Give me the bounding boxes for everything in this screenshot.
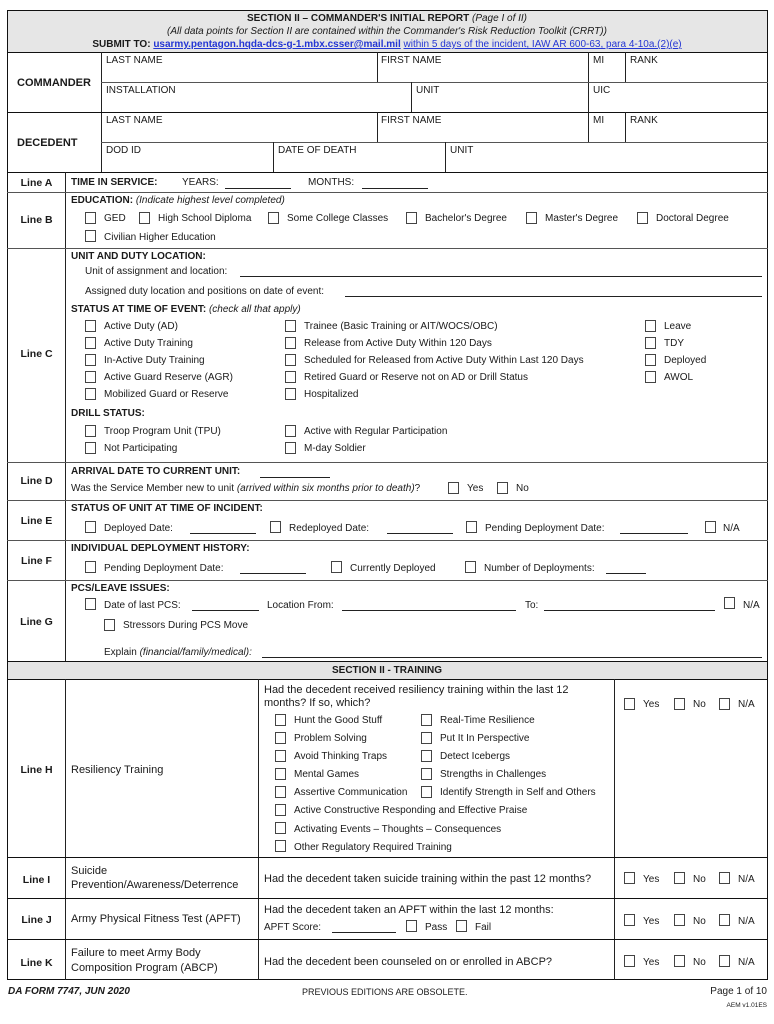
arrival-date-heading: ARRIVAL DATE TO CURRENT UNIT: bbox=[71, 466, 241, 477]
education-heading-text: EDUCATION: bbox=[71, 195, 134, 206]
active-duty-checkbox[interactable] bbox=[85, 320, 96, 332]
masters-label: Master's Degree bbox=[545, 213, 619, 224]
yes-label: Yes bbox=[643, 916, 660, 927]
commander-installation-field[interactable]: INSTALLATION bbox=[106, 85, 176, 96]
divider bbox=[273, 142, 274, 172]
divider bbox=[7, 52, 768, 53]
redeployed-date-checkbox[interactable] bbox=[270, 521, 281, 533]
mobilized-checkbox[interactable] bbox=[85, 388, 96, 400]
submit-suffix: within 5 days of the incident, IAW AR 600-63, para 4-10a.(2)(e) bbox=[403, 39, 682, 50]
decedent-unit-field[interactable]: UNIT bbox=[450, 145, 474, 156]
divider bbox=[7, 679, 768, 680]
decedent-last-name-field[interactable]: LAST NAME bbox=[106, 115, 163, 126]
divider bbox=[7, 248, 768, 249]
resiliency-training-name: Resiliency Training bbox=[71, 764, 164, 776]
pending-deployment-date-label: Pending Deployment Date: bbox=[485, 523, 605, 534]
detect-icebergs-checkbox[interactable] bbox=[421, 750, 432, 762]
deployment-history-heading: INDIVIDUAL DEPLOYMENT HISTORY: bbox=[71, 543, 250, 554]
apft-score-input[interactable] bbox=[332, 932, 396, 933]
to-label: To: bbox=[525, 600, 539, 611]
explain-text: Explain bbox=[104, 647, 137, 658]
mental-games-label: Mental Games bbox=[294, 769, 360, 780]
high-school-checkbox[interactable] bbox=[139, 212, 150, 224]
doctoral-label: Doctoral Degree bbox=[656, 213, 729, 224]
active-duty-label: Active Duty (AD) bbox=[104, 321, 178, 332]
civilian-higher-ed-checkbox[interactable] bbox=[85, 230, 96, 242]
education-note: (Indicate highest level completed) bbox=[135, 195, 285, 206]
apft-yes-checkbox[interactable] bbox=[624, 914, 635, 926]
location-from-input[interactable] bbox=[342, 610, 516, 611]
agr-label: Active Guard Reserve (AGR) bbox=[104, 372, 233, 383]
individual-pending-deployment-checkbox[interactable] bbox=[85, 561, 96, 573]
new-to-unit-note: (arrived within six months prior to death) bbox=[236, 483, 415, 494]
no-label: No bbox=[693, 699, 706, 710]
location-from-label: Location From: bbox=[267, 600, 334, 611]
suicide-no-checkbox[interactable] bbox=[674, 872, 685, 884]
commander-label: COMMANDER bbox=[17, 77, 91, 89]
trainee-checkbox[interactable] bbox=[285, 320, 296, 332]
new-to-unit-question bbox=[71, 483, 420, 495]
other-regulatory-checkbox[interactable] bbox=[275, 840, 286, 852]
release-120-label: Release from Active Duty Within 120 Days bbox=[304, 338, 492, 349]
divider bbox=[7, 500, 768, 501]
tdy-label: TDY bbox=[664, 338, 684, 349]
pcs-leave-heading: PCS/LEAVE ISSUES: bbox=[71, 583, 170, 594]
no-label: No bbox=[693, 916, 706, 927]
high-school-label: High School Diploma bbox=[158, 213, 252, 224]
activating-events-label: Activating Events – Thoughts – Consequences bbox=[294, 824, 502, 835]
divider bbox=[65, 172, 66, 662]
to-input[interactable] bbox=[544, 610, 715, 611]
no-label: No bbox=[693, 957, 706, 968]
resiliency-question-2: months? If so, which? bbox=[264, 697, 371, 709]
deployed-label: Deployed bbox=[664, 355, 707, 366]
obsolete-notice: PREVIOUS EDITIONS ARE OBSOLETE. bbox=[302, 987, 468, 997]
apft-no-checkbox[interactable] bbox=[674, 914, 685, 926]
mobilized-label: Mobilized Guard or Reserve bbox=[104, 389, 229, 400]
decedent-mi-field[interactable]: MI bbox=[593, 115, 605, 126]
abcp-question: Had the decedent been counseled on or enrolled in ABCP? bbox=[264, 956, 553, 968]
strengths-challenges-checkbox[interactable] bbox=[421, 768, 432, 780]
yes-label: Yes bbox=[643, 874, 660, 885]
deployed-date-checkbox[interactable] bbox=[85, 521, 96, 533]
detect-icebergs-label: Detect Icebergs bbox=[440, 751, 511, 762]
divider bbox=[7, 898, 768, 899]
line-i-label: Line I bbox=[22, 874, 51, 886]
resiliency-na-checkbox[interactable] bbox=[719, 698, 730, 710]
divider bbox=[7, 857, 768, 858]
line-h-label: Line H bbox=[20, 764, 53, 776]
decedent-label: DECEDENT bbox=[17, 137, 78, 149]
awol-label: AWOL bbox=[664, 372, 694, 383]
retired-guard-label: Retired Guard or Reserve not on AD or Drill Status bbox=[304, 372, 528, 383]
na-label: N/A bbox=[738, 874, 755, 885]
form-number: DA FORM 7747, JUN 2020 bbox=[8, 986, 130, 997]
hospitalized-checkbox[interactable] bbox=[285, 388, 296, 400]
assigned-duty-input[interactable] bbox=[345, 296, 762, 297]
assigned-duty-label: Assigned duty location and positions on date of event: bbox=[85, 286, 325, 297]
number-deployments-input[interactable] bbox=[606, 573, 646, 574]
suicide-yes-checkbox[interactable] bbox=[624, 872, 635, 884]
na-label: N/A bbox=[723, 523, 740, 534]
decedent-dod-id-field[interactable]: DOD ID bbox=[106, 145, 141, 156]
active-regular-checkbox[interactable] bbox=[285, 425, 296, 437]
doctoral-checkbox[interactable] bbox=[637, 212, 648, 224]
awol-checkbox[interactable] bbox=[645, 371, 656, 383]
deployed-date-input[interactable] bbox=[190, 533, 256, 534]
suicide-question: Had the decedent taken suicide training within the past 12 months? bbox=[264, 873, 592, 885]
submit-to-label: SUBMIT TO: bbox=[92, 39, 151, 50]
unit-assignment-label: Unit of assignment and location: bbox=[85, 266, 228, 277]
identify-strength-checkbox[interactable] bbox=[421, 786, 432, 798]
divider bbox=[7, 172, 768, 173]
abcp-name-1: Failure to meet Army Body bbox=[71, 947, 201, 959]
abcp-yes-checkbox[interactable] bbox=[624, 955, 635, 967]
pending-deployment-date-input[interactable] bbox=[620, 533, 688, 534]
avoid-thinking-traps-checkbox[interactable] bbox=[275, 750, 286, 762]
bachelors-label: Bachelor's Degree bbox=[425, 213, 507, 224]
divider bbox=[7, 192, 768, 193]
decedent-first-name-field[interactable]: FIRST NAME bbox=[381, 115, 442, 126]
na-label: N/A bbox=[738, 957, 755, 968]
stressors-label: Stressors During PCS Move bbox=[123, 620, 249, 631]
unit-assignment-input[interactable] bbox=[240, 276, 762, 277]
line-c-label: Line C bbox=[20, 348, 53, 360]
decedent-date-of-death-field[interactable]: DATE OF DEATH bbox=[278, 145, 357, 156]
training-section-title: SECTION II - TRAINING bbox=[332, 665, 442, 676]
commander-uic-field[interactable]: UIC bbox=[593, 85, 611, 96]
real-time-resilience-label: Real-Time Resilience bbox=[440, 715, 535, 726]
abcp-name-2: Composition Program (ABCP) bbox=[71, 962, 218, 974]
hospitalized-label: Hospitalized bbox=[304, 389, 359, 400]
mental-games-checkbox[interactable] bbox=[275, 768, 286, 780]
yes-label: Yes bbox=[643, 957, 660, 968]
explain-note: (financial/family/medical): bbox=[139, 647, 252, 658]
individual-pending-deployment-input[interactable] bbox=[240, 573, 306, 574]
masters-checkbox[interactable] bbox=[526, 212, 537, 224]
activating-events-checkbox[interactable] bbox=[275, 822, 286, 834]
number-deployments-checkbox[interactable] bbox=[465, 561, 476, 573]
assertive-communication-label: Assertive Communication bbox=[294, 787, 408, 798]
years-input[interactable] bbox=[225, 188, 291, 189]
deployed-checkbox[interactable] bbox=[645, 354, 656, 366]
mday-soldier-checkbox[interactable] bbox=[285, 442, 296, 454]
deployed-date-label: Deployed Date: bbox=[104, 523, 173, 534]
stressors-checkbox[interactable] bbox=[104, 619, 115, 631]
civilian-higher-ed-label: Civilian Higher Education bbox=[104, 232, 216, 243]
identify-strength-label: Identify Strength in Self and Others bbox=[440, 787, 596, 798]
page-title bbox=[0, 13, 774, 25]
currently-deployed-label: Currently Deployed bbox=[350, 563, 436, 574]
fail-label: Fail bbox=[475, 922, 492, 933]
date-last-pcs-label: Date of last PCS: bbox=[104, 600, 181, 611]
suicide-training-name-2: Prevention/Awareness/Deterrence bbox=[71, 879, 239, 891]
resiliency-question-1: Had the decedent received resiliency training within the last 12 bbox=[264, 684, 569, 696]
problem-solving-checkbox[interactable] bbox=[275, 732, 286, 744]
resiliency-yes-checkbox[interactable] bbox=[624, 698, 635, 710]
apft-fail-checkbox[interactable] bbox=[456, 920, 467, 932]
pass-label: Pass bbox=[425, 922, 448, 933]
active-regular-label: Active with Regular Participation bbox=[304, 426, 448, 437]
time-in-service-heading: TIME IN SERVICE: bbox=[71, 177, 158, 188]
tdy-checkbox[interactable] bbox=[645, 337, 656, 349]
arrival-date-input[interactable] bbox=[260, 477, 330, 478]
divider bbox=[101, 142, 768, 143]
line-e-label: Line E bbox=[20, 515, 53, 527]
some-college-checkbox[interactable] bbox=[268, 212, 279, 224]
tpu-label: Troop Program Unit (TPU) bbox=[104, 426, 221, 437]
commander-unit-field[interactable]: UNIT bbox=[416, 85, 440, 96]
divider bbox=[7, 540, 768, 541]
inactive-duty-training-checkbox[interactable] bbox=[85, 354, 96, 366]
pending-deployment-date-checkbox[interactable] bbox=[466, 521, 477, 533]
new-to-unit-yes-checkbox[interactable] bbox=[448, 482, 459, 494]
months-label: MONTHS: bbox=[308, 177, 355, 188]
divider bbox=[625, 52, 626, 82]
active-constructive-checkbox[interactable] bbox=[275, 804, 286, 816]
bachelors-checkbox[interactable] bbox=[406, 212, 417, 224]
active-constructive-label: Active Constructive Responding and Effective Praise bbox=[294, 805, 528, 816]
years-label: YEARS: bbox=[182, 177, 219, 188]
tpu-checkbox[interactable] bbox=[85, 425, 96, 437]
submit-line bbox=[0, 39, 774, 51]
no-label: No bbox=[693, 874, 706, 885]
pcs-na-checkbox[interactable] bbox=[724, 597, 735, 609]
not-participating-checkbox[interactable] bbox=[85, 442, 96, 454]
commander-first-name-field[interactable]: FIRST NAME bbox=[381, 55, 442, 66]
put-in-perspective-checkbox[interactable] bbox=[421, 732, 432, 744]
line-k-label: Line K bbox=[20, 957, 53, 969]
number-deployments-label: Number of Deployments: bbox=[484, 563, 595, 574]
release-120-checkbox[interactable] bbox=[285, 337, 296, 349]
active-duty-training-checkbox[interactable] bbox=[85, 337, 96, 349]
pcs-na-label: N/A bbox=[743, 600, 760, 611]
inactive-duty-training-label: In-Active Duty Training bbox=[104, 355, 205, 366]
leave-label: Leave bbox=[664, 321, 692, 332]
divider bbox=[445, 142, 446, 172]
abcp-no-checkbox[interactable] bbox=[674, 955, 685, 967]
other-regulatory-label: Other Regulatory Required Training bbox=[294, 842, 452, 853]
leave-checkbox[interactable] bbox=[645, 320, 656, 332]
line-f-label: Line F bbox=[21, 555, 52, 567]
individual-pending-deployment-label: Pending Deployment Date: bbox=[104, 563, 224, 574]
line-g-label: Line G bbox=[20, 616, 53, 628]
explain-label bbox=[104, 647, 252, 659]
new-to-unit-text: Was the Service Member new to unit bbox=[71, 483, 235, 494]
suicide-na-checkbox[interactable] bbox=[719, 872, 730, 884]
ged-checkbox[interactable] bbox=[85, 212, 96, 224]
divider bbox=[7, 462, 768, 463]
na-label: N/A bbox=[738, 916, 755, 927]
commander-last-name-field[interactable]: LAST NAME bbox=[106, 55, 163, 66]
title-suffix: (Page I of II) bbox=[471, 13, 528, 24]
divider bbox=[7, 580, 768, 581]
resiliency-no-checkbox[interactable] bbox=[674, 698, 685, 710]
drill-status-heading: DRILL STATUS: bbox=[71, 408, 145, 419]
apft-name: Army Physical Fitness Test (APFT) bbox=[71, 913, 241, 925]
months-input[interactable] bbox=[362, 188, 428, 189]
title-text: SECTION II – COMMANDER'S INITIAL REPORT bbox=[246, 13, 470, 24]
line-b-label: Line B bbox=[20, 214, 53, 226]
agr-checkbox[interactable] bbox=[85, 371, 96, 383]
status-note: (check all that apply) bbox=[208, 304, 301, 315]
retired-guard-checkbox[interactable] bbox=[285, 371, 296, 383]
suicide-training-name-1: Suicide bbox=[71, 865, 108, 877]
page-number: Page 1 of 10 bbox=[710, 986, 767, 997]
not-participating-label: Not Participating bbox=[104, 443, 178, 454]
divider bbox=[258, 679, 259, 980]
scheduled-release-checkbox[interactable] bbox=[285, 354, 296, 366]
status-heading bbox=[71, 304, 301, 316]
avoid-thinking-traps-label: Avoid Thinking Traps bbox=[294, 751, 388, 762]
status-heading-text: STATUS AT TIME OF EVENT: bbox=[71, 304, 207, 315]
ged-label: GED bbox=[104, 213, 126, 224]
divider bbox=[377, 52, 378, 82]
na-label: N/A bbox=[738, 699, 755, 710]
redeployed-date-input[interactable] bbox=[387, 533, 453, 534]
date-last-pcs-input[interactable] bbox=[192, 610, 259, 611]
yes-label: Yes bbox=[643, 699, 660, 710]
divider bbox=[7, 939, 768, 940]
divider bbox=[65, 679, 66, 980]
explain-input[interactable] bbox=[262, 657, 762, 658]
yes-label: Yes bbox=[467, 483, 484, 494]
apft-na-checkbox[interactable] bbox=[719, 914, 730, 926]
divider bbox=[7, 112, 768, 113]
new-to-unit-no-checkbox[interactable] bbox=[497, 482, 508, 494]
submit-email-link[interactable]: usarmy.pentagon.hqda-dcs-g-1.mbx.csser@mail.mil bbox=[153, 39, 401, 50]
unit-duty-location-heading: UNIT AND DUTY LOCATION: bbox=[71, 251, 206, 262]
put-in-perspective-label: Put It In Perspective bbox=[440, 733, 530, 744]
subtitle: (All data points for Section II are contained within the Commander's Risk Reduction Toolkit (CRRT)) bbox=[167, 26, 607, 37]
commander-rank-field[interactable]: RANK bbox=[630, 55, 658, 66]
education-heading bbox=[71, 195, 285, 207]
currently-deployed-checkbox[interactable] bbox=[331, 561, 342, 573]
apft-question: Had the decedent taken an APFT within the last 12 months: bbox=[264, 904, 554, 916]
divider bbox=[377, 112, 378, 142]
divider bbox=[411, 82, 412, 112]
date-last-pcs-checkbox[interactable] bbox=[85, 598, 96, 610]
assertive-communication-checkbox[interactable] bbox=[275, 786, 286, 798]
apft-score-label: APFT Score: bbox=[264, 922, 322, 933]
some-college-label: Some College Classes bbox=[287, 213, 389, 224]
line-a-label: Line A bbox=[20, 177, 53, 189]
strengths-challenges-label: Strengths in Challenges bbox=[440, 769, 547, 780]
scheduled-release-label: Scheduled for Released from Active Duty Within Last 120 Days bbox=[304, 355, 584, 366]
divider bbox=[588, 112, 589, 142]
question-mark: ? bbox=[414, 483, 421, 494]
divider bbox=[101, 82, 768, 83]
commander-mi-field[interactable]: MI bbox=[593, 55, 605, 66]
divider bbox=[625, 112, 626, 142]
trainee-label: Trainee (Basic Training or AIT/WOCS/OBC) bbox=[304, 321, 498, 332]
real-time-resilience-checkbox[interactable] bbox=[421, 714, 432, 726]
active-duty-training-label: Active Duty Training bbox=[104, 338, 193, 349]
line-d-label: Line D bbox=[20, 475, 53, 487]
abcp-na-checkbox[interactable] bbox=[719, 955, 730, 967]
version-label: AEM v1.01ES bbox=[726, 1002, 767, 1009]
hunt-good-stuff-checkbox[interactable] bbox=[275, 714, 286, 726]
mday-soldier-label: M-day Soldier bbox=[304, 443, 366, 454]
unit-status-na-checkbox[interactable] bbox=[705, 521, 716, 533]
divider bbox=[614, 679, 615, 980]
apft-pass-checkbox[interactable] bbox=[406, 920, 417, 932]
unit-status-heading: STATUS OF UNIT AT TIME OF INCIDENT: bbox=[71, 503, 263, 514]
line-j-label: Line J bbox=[21, 914, 52, 926]
decedent-rank-field[interactable]: RANK bbox=[630, 115, 658, 126]
hunt-good-stuff-label: Hunt the Good Stuff bbox=[294, 715, 383, 726]
problem-solving-label: Problem Solving bbox=[294, 733, 367, 744]
redeployed-date-label: Redeployed Date: bbox=[289, 523, 370, 534]
no-label: No bbox=[516, 483, 529, 494]
